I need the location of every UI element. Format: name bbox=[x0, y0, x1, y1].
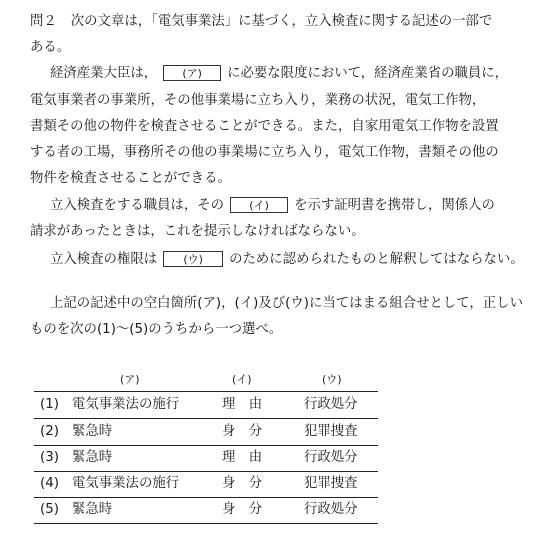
ask-line-2: ものを次の(1)～(5)のうちから一つ選べ。 bbox=[30, 322, 283, 337]
row-c: 犯罪捜査 bbox=[304, 476, 358, 491]
paragraph-1-line-1 bbox=[50, 64, 508, 84]
p3-text-a: 立入検査の権限は bbox=[50, 252, 158, 267]
row-b: 理 由 bbox=[222, 450, 263, 465]
p3-text-b: のために認められたものと解釈してはならない。 bbox=[229, 252, 524, 267]
row-number: (2) bbox=[40, 424, 59, 439]
row-b: 理 由 bbox=[222, 397, 263, 412]
blank-a-box: (ア) bbox=[163, 65, 221, 81]
row-c: 行政処分 bbox=[304, 502, 358, 517]
row-number: (1) bbox=[40, 397, 59, 412]
row-a: 緊急時 bbox=[72, 424, 113, 439]
row-a: 電気事業法の施行 bbox=[72, 476, 180, 491]
paragraph-1-line-2: 電気事業者の事業所，その他事業場に立ち入り，業務の状況，電気工作物， bbox=[30, 93, 486, 108]
paragraph-3 bbox=[50, 250, 524, 270]
blank-b-box: (イ) bbox=[230, 197, 288, 213]
row-a: 緊急時 bbox=[72, 502, 113, 517]
row-b: 身 分 bbox=[222, 476, 263, 491]
row-b: 身 分 bbox=[222, 424, 263, 439]
paragraph-1-line-5: 物件を検査させることができる。 bbox=[30, 171, 231, 186]
p2-text-b: を示す証明書を携帯し，関係人の bbox=[294, 198, 495, 213]
intro-line-2: ある。 bbox=[30, 40, 71, 55]
row-number: (5) bbox=[40, 502, 59, 517]
row-b: 身 分 bbox=[222, 502, 263, 517]
table-rule bbox=[34, 445, 378, 446]
table-rule bbox=[34, 418, 378, 419]
row-c: 行政処分 bbox=[304, 450, 358, 465]
row-a: 緊急時 bbox=[72, 450, 113, 465]
p1-text-b: に必要な限度において，経済産業省の職員に， bbox=[227, 66, 509, 81]
row-a: 電気事業法の施行 bbox=[72, 397, 180, 412]
row-c: 犯罪捜査 bbox=[304, 424, 358, 439]
table-rule bbox=[34, 523, 378, 524]
question-number: 問２ bbox=[30, 14, 57, 29]
paragraph-1-line-3: 書類その他の物件を検査させることができる。また，自家用電気工作物を設置 bbox=[30, 119, 499, 134]
header-c: (ウ) bbox=[322, 373, 342, 386]
row-number: (4) bbox=[40, 476, 59, 491]
row-number: (3) bbox=[40, 450, 59, 465]
table-rule bbox=[34, 497, 378, 498]
header-a: (ア) bbox=[120, 373, 140, 386]
row-c: 行政処分 bbox=[304, 397, 358, 412]
table-rule bbox=[34, 471, 378, 472]
paragraph-2-line-1 bbox=[50, 196, 495, 216]
p1-text-a: 経済産業大臣は， bbox=[50, 66, 158, 81]
question-heading bbox=[30, 12, 492, 32]
table-rule bbox=[34, 391, 378, 392]
ask-line-1: 上記の記述中の空白箇所(ア)，(イ)及び(ウ)に当てはまる組合せとして，正しい bbox=[50, 296, 523, 311]
paragraph-2-line-2: 請求があったときは，これを提示しなければならない。 bbox=[30, 224, 365, 239]
paragraph-1-line-4: する者の工場，事務所その他の事業場に立ち入り，電気工作物，書類その他の bbox=[30, 145, 499, 160]
p2-text-a: 立入検査をする職員は，その bbox=[50, 198, 225, 213]
header-b: (イ) bbox=[232, 373, 252, 386]
intro-line-1: 次の文章は，「電気事業法」に基づく，立入検査に関する記述の一部で bbox=[70, 14, 493, 29]
blank-c-box: (ウ) bbox=[163, 251, 223, 267]
